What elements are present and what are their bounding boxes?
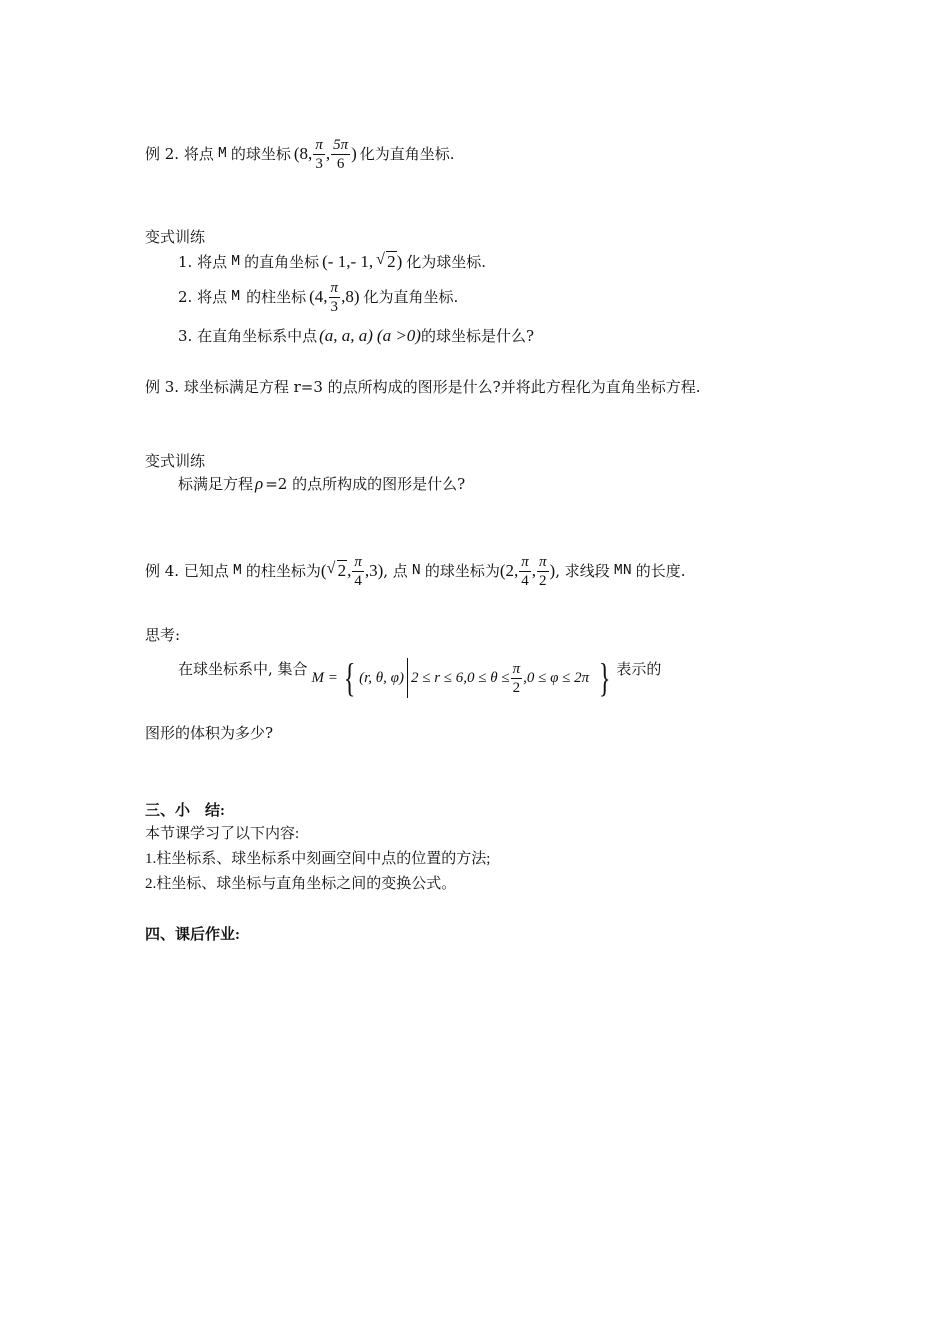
left-brace: { — [343, 655, 356, 700]
coord-close: ) — [351, 144, 357, 163]
example-4: 例 4. 已知点 M 的柱坐标为 ( √ 2 , $\frac{\pi}{4}$ ,3) , 点 N 的球坐标为 (2, $\frac{\pi}{4}$ , $\frac{\pi}{2}$ ) , 求线段 MN 的长度. — [145, 550, 686, 592]
variant-q-rho: 标满足方程 ρ =2 的点所构成的图形是什么? — [178, 474, 466, 493]
fraction-pi-4: $\frac{\pi}{4}$ — [354, 553, 362, 589]
homework-heading: 四、课后作业: — [145, 927, 240, 943]
rho-symbol: ρ — [255, 474, 264, 493]
example-3: 例 3. 球坐标满足方程 r=3 的点所构成的图形是什么?并将此方程化为直角坐标方程. — [145, 378, 701, 396]
variant-q3: 3. 在直角坐标系中点 (a, a, a) (a >0) 的球坐标是什么? — [178, 326, 535, 345]
fraction-pi-3: $\frac{\pi}{3}$ — [315, 136, 323, 172]
set-expression: M = { (r, θ, φ) 2 ≤ r ≤ 6,0 ≤ θ ≤ $\frac{\pi}{2}$ ,0 ≤ φ ≤ 2π } — [311, 655, 611, 700]
example-2-label: 例 2. 将点 — [145, 145, 214, 163]
coord-open: (8, — [293, 144, 313, 163]
example-2 — [145, 134, 455, 174]
fraction-pi-2: $\frac{\pi}{2}$ — [512, 660, 521, 696]
point-m: M — [217, 145, 227, 162]
variant-q1: 1. 将点 M 的直角坐标 (- 1,- 1, √ 2 ) 化为球坐标. — [178, 250, 486, 274]
summary-item-1: 1.柱坐标系、球坐标系中刻画空间中点的位置的方法; — [145, 851, 491, 867]
variant-training-title: 变式训练 — [145, 228, 206, 246]
summary-intro: 本节课学习了以下内容: — [145, 826, 300, 842]
think-line-2: 图形的体积为多少? — [145, 724, 274, 742]
summary-heading: 三、小 结: — [145, 803, 225, 819]
example-2-mid: 的球坐标 — [230, 145, 291, 163]
variant-q2: 2. 将点 M 的柱坐标 (4, $\frac{\pi}{3}$ ,8) 化为直角坐标. — [178, 279, 459, 315]
sqrt-2: √ 2 — [327, 561, 348, 581]
think-title: 思考: — [145, 626, 181, 644]
think-question: 在球坐标系中, 集合 M = { (r, θ, φ) 2 ≤ r ≤ 6,0 ≤ θ ≤ $\frac{\pi}{2}$ ,0 ≤ φ ≤ 2π } 表示的 — [178, 655, 662, 700]
example-2-tail: 化为直角坐标. — [359, 145, 455, 163]
sqrt-2: √ 2 — [376, 252, 397, 272]
right-brace: } — [598, 655, 611, 700]
fraction-pi-2: $\frac{\pi}{2}$ — [539, 553, 547, 589]
fraction-5pi-6: $\frac{5\pi}{6}$ — [333, 136, 349, 172]
fraction-pi-4: $\frac{\pi}{4}$ — [521, 553, 529, 589]
summary-item-2: 2.柱坐标、球坐标与直角坐标之间的变换公式。 — [145, 876, 457, 892]
variant-training-title-2: 变式训练 — [145, 452, 206, 470]
fraction-pi-3: $\frac{\pi}{3}$ — [330, 279, 339, 315]
set-separator — [407, 658, 408, 698]
coord-comma: , — [325, 144, 331, 163]
